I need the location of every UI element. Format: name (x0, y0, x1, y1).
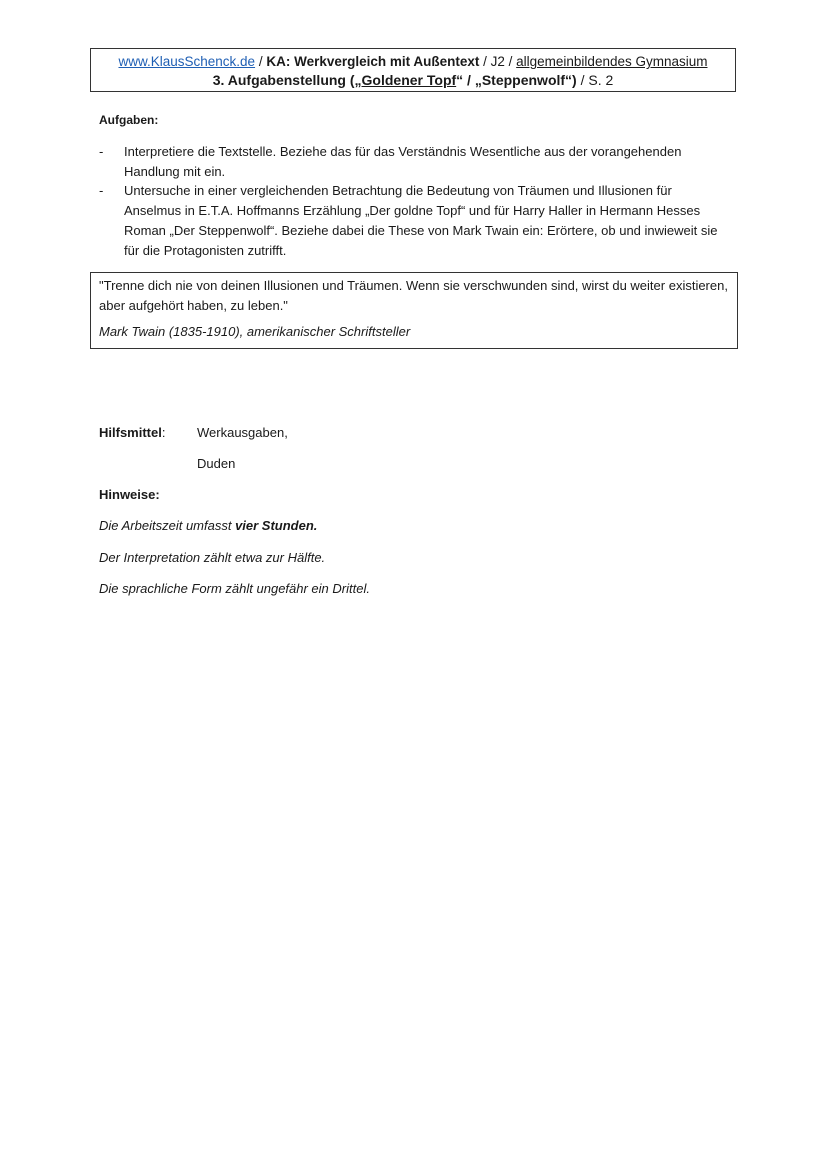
task-heading-prefix: 3. Aufgabenstellung („ (212, 72, 362, 88)
task-dash: - (99, 183, 104, 198)
aids-label: Hilfsmittel: (99, 425, 166, 440)
aids-item: Werkausgaben, (197, 425, 288, 440)
notes-label: Hinweise: (99, 487, 160, 502)
task-item (99, 181, 729, 261)
aids-item: Duden (197, 456, 236, 471)
book-title-1: Goldener Topf (361, 72, 457, 88)
tasks-title: Aufgaben: (99, 113, 159, 127)
header-line-1 (91, 52, 735, 71)
note-language-weight: Die sprachliche Form zählt ungefähr ein Drittel. (99, 581, 370, 596)
task-item (99, 142, 729, 182)
note-worktime: Die Arbeitszeit umfasst vier Stunden. (99, 518, 318, 533)
document-header (90, 48, 736, 92)
note-interpretation-weight: Der Interpretation zählt etwa zur Hälfte. (99, 550, 326, 565)
header-grade: / J2 / (479, 54, 517, 69)
quote-text: "Trenne dich nie von deinen Illusionen und Träumen. Wenn sie verschwunden sind, wirst du weiter existieren, aber aufgehört haben, zu leben." (99, 278, 728, 313)
task-heading-rest: “ / „Steppenwolf“) (456, 72, 577, 88)
school-type: allgemeinbildendes Gymnasium (516, 54, 708, 69)
quote-box (90, 272, 738, 349)
header-line-2 (91, 71, 735, 90)
task-dash: - (99, 144, 104, 159)
task-text: Untersuche in einer vergleichenden Betrachtung die Bedeutung von Träumen und Illusionen für Anselmus in E.T.A. Hoffmanns Erzählung „Der goldne Topf“ und für Harry Haller in Hermann Hesses Roman „Der Steppenwolf“. Beziehe dabei die These von Mark Twain ein: Erörtere, ob und inwieweit sie für die Protagonisten zutrifft. (124, 183, 718, 258)
header-separator: / (255, 54, 267, 69)
quote-author: Mark Twain (1835-1910), amerikanischer Schriftsteller (99, 324, 411, 339)
site-link[interactable]: www.KlausSchenck.de (118, 54, 256, 69)
task-text: Interpretiere die Textstelle. Beziehe das für das Verständnis Wesentliche aus der vorangehenden Handlung mit ein. (124, 144, 682, 179)
page-number: / S. 2 (576, 72, 614, 88)
exam-type: KA: Werkvergleich mit Außentext (266, 54, 480, 69)
note-worktime-emphasis: vier Stunden. (235, 518, 318, 533)
